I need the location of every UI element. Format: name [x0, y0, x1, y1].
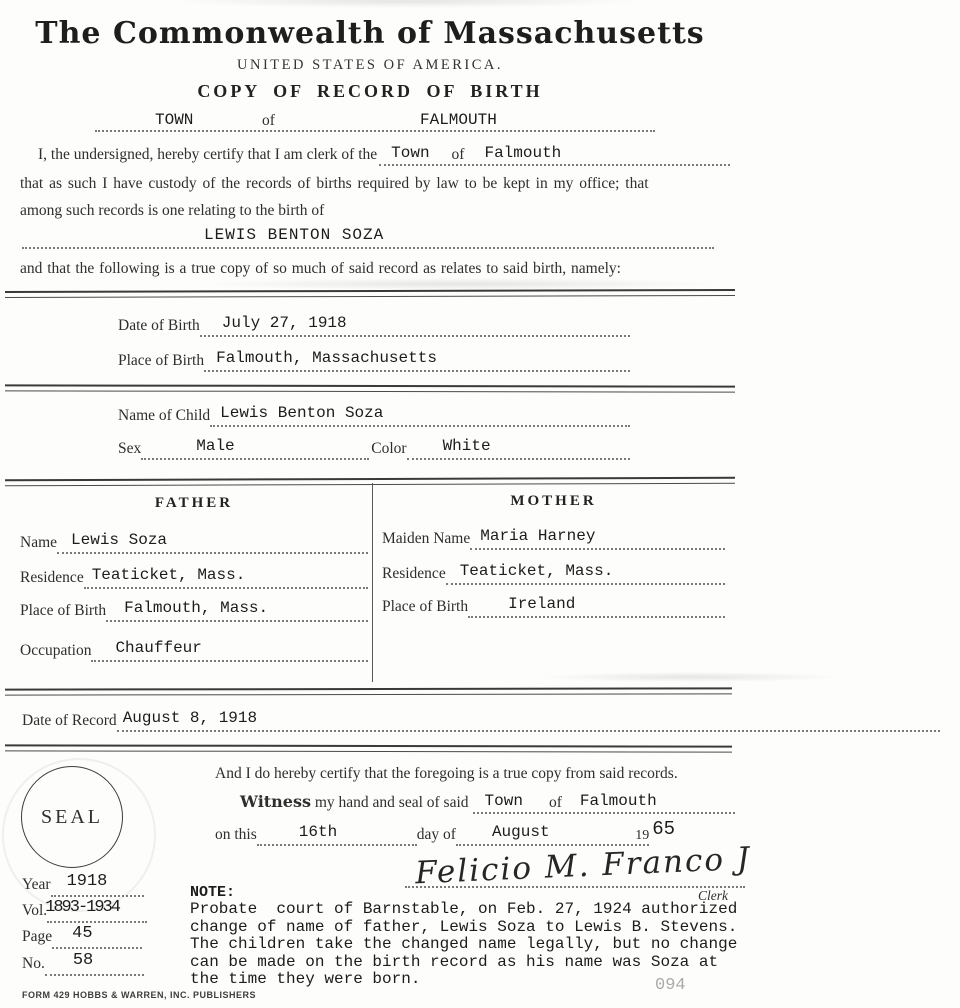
- signature-line: [405, 868, 745, 888]
- mother-heading: MOTHER: [510, 493, 597, 509]
- index-vol-label: Vol.: [22, 902, 48, 919]
- father-name-value: Lewis Soza: [71, 531, 168, 549]
- clerk-of-type-entry: Town: [391, 144, 430, 162]
- witness-municipality-line: [473, 794, 735, 814]
- cert-of-label: of: [451, 146, 465, 163]
- index-no-line: [45, 951, 144, 976]
- father-name-line: [57, 531, 368, 554]
- certify-copy-line: And I do hereby certify that the foregoing is a true copy from said records.: [215, 765, 678, 782]
- section-rule: [5, 289, 735, 298]
- name-of-child-value: Lewis Benton Soza: [220, 404, 384, 422]
- note-line: the time they were born.: [190, 970, 421, 989]
- index-vol-value: 1893-1934: [45, 898, 119, 917]
- mother-section: [382, 483, 725, 618]
- on-this-label: on this: [215, 826, 257, 843]
- index-page-line: [52, 924, 142, 949]
- cert-line1: I, the undersigned, hereby certify that I am clerk of the: [38, 146, 378, 163]
- scan-page-number: 094: [655, 976, 686, 995]
- sex-label: Sex: [118, 440, 142, 457]
- witness-rest: my hand and seal of said: [310, 794, 469, 811]
- father-section: [20, 483, 368, 662]
- seal-label: SEAL: [41, 805, 103, 828]
- index-page-label: Page: [22, 928, 53, 945]
- child-name-line: [22, 226, 714, 249]
- father-heading: FATHER: [154, 495, 234, 511]
- section-rule: [5, 384, 735, 392]
- father-residence-line: [84, 566, 368, 589]
- date-of-record-value: August 8, 1918: [122, 709, 258, 727]
- place-of-birth-value: Falmouth, Massachusetts: [216, 349, 437, 367]
- witness-of-label: of: [548, 794, 562, 811]
- index-year-label: Year: [22, 876, 51, 893]
- date-of-record-label: Date of Record: [22, 712, 117, 729]
- scan-smudge: [540, 672, 840, 682]
- mother-maiden-name-label: Maiden Name: [382, 530, 471, 547]
- date-of-birth-line: [200, 314, 630, 337]
- index-page-value: 45: [72, 924, 93, 943]
- child-name-entry: LEWIS BENTON SOZA: [204, 226, 385, 244]
- cert-line3: among such records is one relating to the birth of: [20, 202, 325, 219]
- form-publisher-info: FORM 429 HOBBS & WARREN, INC. PUBLISHERS: [22, 990, 257, 1000]
- mother-residence-value: Teaticket, Mass.: [459, 562, 614, 580]
- note-line: Probate court of Barnstable, on Feb. 27, 1924 authorized: [190, 900, 738, 918]
- mother-maiden-name-value: Maria Harney: [480, 527, 596, 545]
- father-birthplace-line: [106, 599, 368, 622]
- mother-birthplace-value: Ireland: [508, 595, 576, 613]
- mother-residence-line: [446, 562, 725, 585]
- day-line: [257, 823, 417, 846]
- witness-word: Witness: [240, 792, 311, 811]
- mother-maiden-name-line: [470, 527, 725, 550]
- color-line: [407, 437, 630, 460]
- year-prefix: 19: [635, 828, 650, 843]
- name-of-child-label: Name of Child: [118, 407, 211, 424]
- date-of-record-line: [117, 709, 940, 732]
- note-line: The children take the changed name legally, but no change: [190, 935, 738, 954]
- place-of-birth-label: Place of Birth: [118, 352, 205, 369]
- index-no-label: No.: [22, 955, 45, 972]
- cert-line2: that as such I have custody of the records of births required by law to be kept in my office; that: [20, 175, 649, 192]
- scan-smudge: [200, 278, 720, 290]
- sex-line: [141, 437, 369, 460]
- father-birthplace-value: Falmouth, Mass.: [124, 599, 269, 617]
- month-line: [456, 823, 650, 846]
- clerk-of-name-entry: Falmouth: [484, 144, 562, 162]
- index-vol-line: [45, 898, 147, 923]
- day-of-label: day of: [416, 826, 456, 843]
- document-title: COPY OF RECORD OF BIRTH: [197, 81, 543, 101]
- mother-birthplace-line: [468, 595, 725, 618]
- color-label: Color: [371, 440, 407, 457]
- mother-residence-label: Residence: [382, 565, 446, 582]
- clerk-of-entry-line: [379, 146, 730, 166]
- date-of-birth-value: July 27, 1918: [221, 314, 347, 332]
- color-value: White: [442, 437, 491, 455]
- sex-value: Male: [196, 437, 235, 455]
- note-line: change of name of father, Lewis Soza to Lewis B. Stevens.: [190, 917, 738, 936]
- father-occupation-line: [91, 639, 368, 662]
- month-value: August: [491, 823, 550, 841]
- index-year-value: 1918: [66, 872, 108, 891]
- country-subtitle: UNITED STATES OF AMERICA.: [237, 57, 503, 73]
- municipality-type-entry: TOWN: [155, 111, 194, 129]
- mother-birthplace-label: Place of Birth: [382, 598, 469, 615]
- father-occupation-value: Chauffeur: [115, 639, 202, 657]
- parents-column-divider: [372, 483, 373, 682]
- place-of-birth-line: [204, 349, 630, 372]
- scan-smudge: [170, 0, 640, 8]
- clerk-signature: Felicio M. Franco J: [414, 840, 752, 892]
- father-birthplace-label: Place of Birth: [20, 602, 107, 619]
- name-of-child-line: [210, 404, 630, 427]
- seal: [21, 766, 123, 868]
- index-no-value: 58: [72, 951, 94, 970]
- section-rule: [5, 687, 732, 695]
- cert-line4: and that the following is a true copy of so much of said record as relates to said birth, namely:: [20, 260, 621, 277]
- father-name-label: Name: [20, 534, 58, 551]
- witness-municipality-name: Falmouth: [579, 792, 657, 810]
- of-label: of: [262, 112, 275, 129]
- note-line: can be made on the birth record as his name was Soza at: [190, 952, 719, 971]
- father-residence-label: Residence: [20, 569, 84, 586]
- note-label: NOTE:: [190, 884, 236, 901]
- municipality-name-entry: FALMOUTH: [420, 111, 497, 129]
- witness-municipality-type: Town: [484, 792, 523, 810]
- municipality-line: [95, 110, 655, 132]
- father-residence-value: Teaticket, Mass.: [91, 566, 246, 584]
- day-value: 16th: [298, 823, 338, 841]
- father-occupation-label: Occupation: [20, 642, 92, 659]
- date-of-birth-label: Date of Birth: [118, 317, 200, 334]
- witness-year-value: 65: [652, 818, 675, 840]
- section-rule: [5, 744, 732, 752]
- index-year-line: [51, 872, 144, 897]
- clerk-label: Clerk: [698, 888, 728, 903]
- commonwealth-title: The Commonwealth of Massachusetts: [35, 16, 705, 51]
